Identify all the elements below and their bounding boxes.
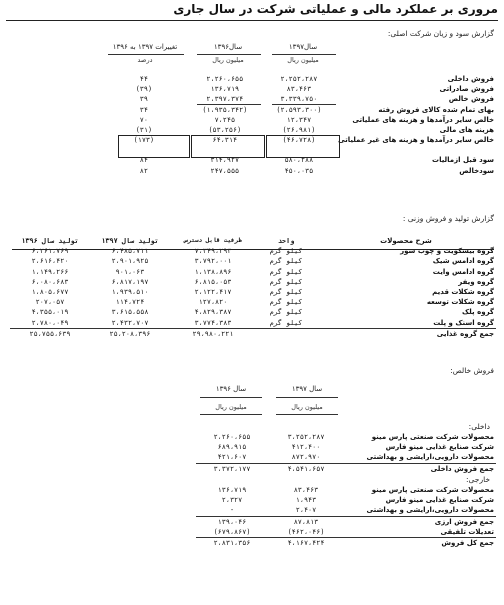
capacity-value: ۲۹،۹۸۰،۲۲۱ — [192, 329, 234, 338]
table-row — [196, 463, 496, 474]
table-row — [10, 328, 496, 339]
value-1397: ۴۱۲،۴۰۰ — [291, 443, 321, 452]
table-row — [10, 318, 496, 329]
production-1397: ۳،۶۱۵،۵۵۸ — [111, 308, 149, 317]
production-1397: ۲،۹۰۱،۹۲۵ — [111, 257, 149, 266]
value-1397: ۲،۴۰۷ — [295, 506, 317, 515]
row-label: جمع کل فروش — [441, 539, 494, 548]
col-header: شرح محصولات — [380, 237, 432, 245]
production-1397: ۹۰۱،۰۶۳ — [115, 267, 145, 276]
product-label: گروه اسنک و پلت — [433, 318, 494, 327]
production-1396: ۲،۶۱۶،۴۲۰ — [31, 257, 69, 266]
foreign-sales-table — [196, 485, 496, 548]
value-1396: ۲،۳۹۷،۳۷۴ — [206, 95, 244, 104]
capacity-value: ۳،۷۹۲،۰۰۱ — [194, 257, 232, 266]
row-label: تعدیلات تلفیقی — [440, 527, 494, 536]
production-1396: ۲۰۷،۰۵۷ — [35, 298, 65, 307]
boxed-values — [266, 135, 340, 158]
product-label: گروه ادامس شیک — [432, 257, 494, 266]
table-row — [100, 125, 496, 135]
table-row — [100, 166, 496, 176]
col-header: تولید سال ۱۳۹۷ — [101, 237, 159, 245]
row-label: فروش داخلی — [447, 75, 494, 83]
value-1396: (۵۳،۲۵۶) — [208, 126, 242, 135]
value-1396: ۲،۲۶۰،۶۵۵ — [213, 433, 251, 441]
value-1397: ۸۷۲،۹۷۰ — [291, 453, 321, 462]
value-1396: - — [229, 506, 235, 515]
unit-value: کیلو گرم — [269, 308, 303, 317]
row-label: خالص سایر درآمدها و هزینه های عملیاتی — [352, 115, 494, 124]
table-row — [10, 287, 496, 297]
row-label: فروش خالص — [448, 95, 494, 104]
row-label: فروش صادراتی — [439, 85, 494, 94]
capacity-value: ۷،۳۴۹،۲۹۳ — [194, 247, 232, 256]
unit-value: کیلو گرم — [269, 318, 303, 327]
unit-label: درصد — [137, 56, 153, 64]
table-row — [10, 267, 496, 277]
change-value: ۳۴ — [139, 105, 148, 114]
table-row — [196, 495, 496, 505]
value-1397: ۱،۹۴۳ — [295, 496, 317, 505]
value-1396: ۲۴۷،۵۵۵ — [210, 166, 240, 175]
row-label: محصولات شرکت صنعتی پارس مینو — [371, 433, 494, 441]
header-rule — [276, 397, 338, 398]
boxed-values — [191, 135, 265, 158]
table-row — [196, 505, 496, 516]
unit-value: کیلو گرم — [269, 298, 303, 307]
product-label: گروه شکلات قدیم — [432, 288, 494, 297]
product-label: گروه ادامس وایت — [432, 267, 494, 276]
header-rule — [200, 397, 262, 398]
row-label: محصولات دارویی،ارایشی و بهداشتی — [366, 453, 494, 462]
header-1396: سال۱۳۹۶ — [213, 43, 243, 51]
table-row — [10, 246, 496, 256]
value-1397: ۵۸۰،۲۸۸ — [284, 156, 314, 165]
value-1396: ۳،۳۷۲،۱۷۷ — [213, 464, 251, 473]
header-rule — [197, 54, 261, 55]
unit-value: کیلو گرم — [269, 257, 303, 266]
value-1397: ۴۵۰،۰۳۵ — [284, 166, 314, 175]
value-1396: (۱،۹۳۵،۳۴۲) — [202, 105, 248, 114]
row-label: بهای تمام شده کالای فروش رفته — [378, 105, 494, 114]
domestic-sales-table — [196, 432, 496, 474]
production-1397: ۶،۸۱۷،۱۹۷ — [111, 277, 149, 286]
table-row — [196, 516, 496, 527]
value-1397: ۲،۲۵۲،۲۸۷ — [280, 75, 318, 83]
row-label: خالص سایر درآمدها و هزینه های غیر عملیاتی — [338, 136, 494, 145]
capacity-value: ۱۲۷،۸۲۰ — [198, 298, 228, 307]
production-1397: ۱۱۴،۷۲۴ — [115, 298, 145, 307]
row-label: شرکت صنایع غذایی مینو فارس — [385, 496, 494, 505]
unit-value: کیلو گرم — [269, 247, 303, 256]
value-1397: (۲،۵۹۳،۳۰۰) — [276, 105, 322, 114]
unit-value: کیلو گرم — [269, 288, 303, 297]
header-rule — [272, 54, 336, 55]
product-label: گروه بیسکویت و چوب شور — [400, 247, 494, 256]
header-change: تغییرات ۱۳۹۷ به ۱۳۹۶ — [112, 43, 178, 51]
production-1397: ۲۵،۲۰۸،۳۹۶ — [109, 329, 151, 338]
row-label: شرکت صنایع غذایی مینو فارس — [385, 443, 494, 452]
row-label: هزینه های مالی — [439, 126, 494, 135]
value-1396: ۱۳۶،۷۱۹ — [210, 85, 240, 94]
value-1397: ۸۳،۴۶۳ — [293, 486, 319, 494]
value-1396: (۶۷۹،۸۶۷) — [213, 527, 251, 536]
row-label: جمع فروش داخلی — [430, 464, 494, 473]
value-1397: ۴،۱۶۷،۴۲۴ — [287, 539, 325, 548]
value-1397: ۴،۵۴۱،۶۵۷ — [287, 464, 325, 473]
table-header-rule — [12, 249, 494, 250]
row-label: سودخالص — [459, 166, 494, 175]
product-label: گروه پلک — [462, 308, 494, 317]
table-row — [100, 84, 496, 94]
header-rule — [108, 54, 184, 55]
table-row — [196, 442, 496, 452]
value-1397: (۴۶،۷۲۸) — [282, 136, 316, 145]
production-1396: ۲۵،۷۵۵،۶۳۹ — [29, 329, 71, 338]
value-1397: ۸۷،۸۱۳ — [293, 517, 319, 526]
unit-label: میلیون ریال — [215, 403, 247, 411]
production-1396: ۶،۲۶۱،۷۶۹ — [31, 247, 69, 256]
header-rule — [276, 414, 338, 415]
value-1396: ۷،۲۴۵ — [214, 115, 236, 124]
col-header: واحد — [277, 237, 295, 245]
unit-value — [256, 328, 316, 339]
production-1397: ۶،۴۸۵،۷۱۱ — [111, 247, 149, 256]
change-value: ۷۰ — [139, 115, 148, 124]
value-1396: ۱۳۶،۷۱۹ — [217, 486, 247, 494]
table-row — [10, 277, 496, 287]
value-1396: ۲،۲۶۰،۶۵۵ — [206, 75, 244, 83]
value-1396: ۲،۸۳۱،۳۵۶ — [213, 539, 251, 548]
income-statement-table — [100, 74, 496, 176]
header-1397: سال۱۳۹۷ — [288, 43, 318, 51]
value-1396: ۲،۳۲۷ — [221, 496, 243, 505]
unit-value: کیلو گرم — [269, 277, 303, 286]
unit-label: میلیون ریال — [287, 56, 319, 64]
capacity-value: ۲،۱۲۲،۴۱۷ — [194, 288, 232, 297]
table-row — [196, 538, 496, 549]
foreign-label: خارجی: — [466, 475, 490, 484]
value-1397: ۸۳،۴۶۳ — [286, 85, 312, 94]
value-1397: (۴۶۲،۰۴۶) — [287, 527, 325, 536]
value-1396: ۱۳۹،۰۴۶ — [217, 517, 247, 526]
unit-label: میلیون ریال — [212, 56, 244, 64]
page-title: مروری بر عملکرد مالی و عملیاتی شرکت در سال جاری — [173, 2, 498, 16]
value-1396: ۶۴،۳۱۴ — [212, 136, 238, 145]
product-label: گروه شکلات توسعه — [426, 298, 494, 307]
change-value: (۳۱) — [135, 126, 153, 135]
table-row — [196, 452, 496, 463]
production-1397: ۱،۹۳۹،۵۱۰ — [111, 288, 149, 297]
value-1396: ۴۲۱،۶۰۷ — [217, 453, 247, 462]
row-label: جمع فروش ارزی — [434, 517, 494, 526]
table-row — [10, 307, 496, 317]
production-heading: گزارش تولید و فروش وزنی : — [402, 214, 494, 223]
production-1396: ۲،۷۸۰،۰۴۹ — [31, 318, 69, 327]
production-1396: ۱،۸۰۵،۶۷۷ — [31, 288, 69, 297]
table-row — [100, 74, 496, 84]
value-1396: ۳۱۴،۹۲۷ — [210, 156, 240, 165]
capacity-value: ۱،۱۳۸،۸۹۶ — [194, 267, 232, 276]
domestic-label: داخلی: — [468, 422, 490, 431]
change-value: (۳۹) — [135, 85, 153, 94]
unit-label: میلیون ریال — [291, 403, 323, 411]
income-statement-heading: گزارش سود و زیان شرکت اصلی: — [387, 29, 494, 38]
production-1397: ۲،۴۳۲،۷۰۷ — [111, 318, 149, 327]
table-row — [10, 256, 496, 266]
unit-value: کیلو گرم — [269, 267, 303, 276]
col-header: ظرفیت قابل دسترس — [184, 237, 242, 244]
capacity-value: ۶،۸۱۵،۰۵۳ — [194, 277, 232, 286]
capacity-value: ۴،۸۲۹،۳۸۷ — [194, 308, 232, 317]
table-row — [196, 527, 496, 538]
subtotal-rule — [197, 104, 261, 105]
value-1397: ۳،۳۳۹،۷۵۰ — [280, 95, 318, 104]
change-value: (۱۷۳) — [133, 136, 155, 145]
table-row — [10, 297, 496, 307]
production-1396: ۱،۱۴۹،۲۶۶ — [31, 267, 69, 276]
value-1396: ۶۸۹،۹۱۵ — [217, 443, 247, 452]
capacity-value: ۳،۷۷۴،۳۸۳ — [194, 318, 232, 327]
production-table — [10, 236, 496, 339]
col-header: تولید سال ۱۳۹۶ — [21, 237, 79, 245]
table-row — [196, 432, 496, 442]
value-1397: ۱۲،۳۴۷ — [286, 115, 312, 124]
table-row — [100, 115, 496, 125]
change-value: ۳۹ — [139, 95, 148, 104]
header-1396: سال ۱۳۹۶ — [215, 385, 247, 393]
change-value: ۸۲ — [139, 166, 148, 175]
value-1397: (۲۶،۹۸۱) — [282, 126, 316, 135]
header-rule — [200, 414, 262, 415]
row-label: محصولات دارویی،ارایشی و بهداشتی — [366, 506, 494, 515]
row-label: محصولات شرکت صنعتی پارس مینو — [371, 486, 494, 494]
header-1397: سال ۱۳۹۷ — [291, 385, 323, 393]
value-1397: ۳،۲۵۲،۲۸۷ — [287, 433, 325, 441]
production-1396: ۴،۳۵۵،۰۱۹ — [31, 308, 69, 317]
change-value: ۴۴ — [139, 75, 148, 83]
product-label: گروه ویفر — [458, 277, 494, 286]
table-row — [196, 485, 496, 495]
row-label: سود قبل ازمالیات — [432, 156, 494, 165]
title-underline — [6, 20, 498, 21]
product-label: جمع گروه غذایی — [436, 329, 494, 338]
boxed-values — [118, 135, 190, 158]
subtotal-rule — [272, 104, 336, 105]
production-1396: ۶،۰۸۰،۶۸۳ — [31, 277, 69, 286]
table-row — [100, 105, 496, 115]
change-value: ۸۴ — [139, 156, 148, 165]
net-sales-heading: فروش خالص: — [450, 366, 494, 375]
